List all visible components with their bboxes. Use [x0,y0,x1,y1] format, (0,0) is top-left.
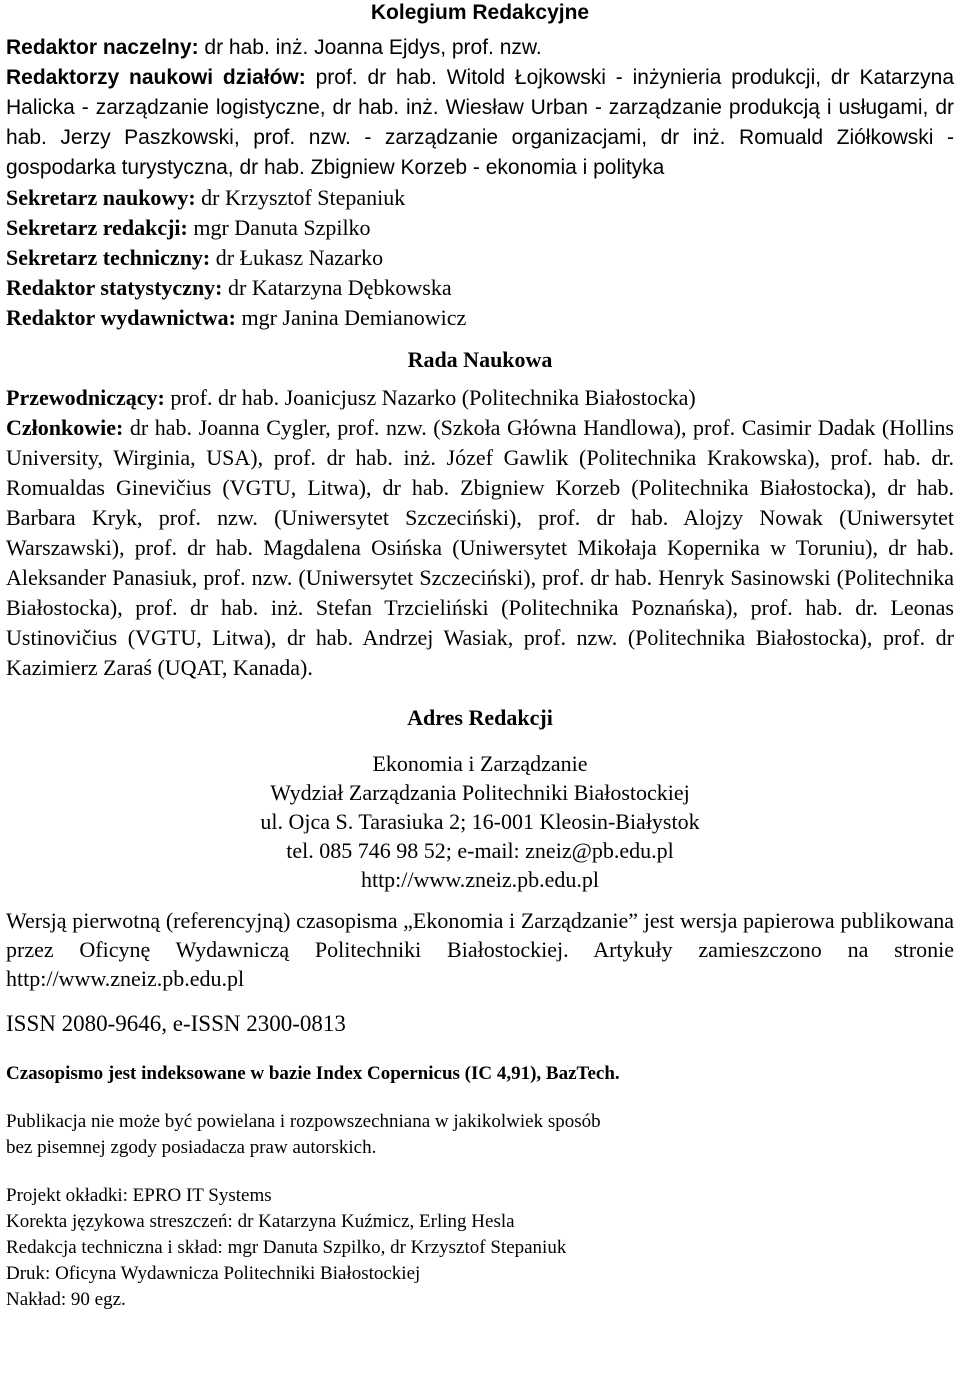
adres-website: http://www.zneiz.pb.edu.pl [360,867,600,892]
credits-section [6,1183,954,1313]
copyright-line-1: Publikacja nie może być powielana i rozpowszechniana w jakikolwiek sposób [6,1111,601,1132]
wydawnictwa-line [6,303,954,333]
sek-techniczny-label: Sekretarz techniczny: [6,245,211,270]
czlonkowie-value: dr hab. Joanna Cygler, prof. nzw. (Szkoła Główna Handlowa), prof. Casimir Dadak (Hollins University, Wirginia, USA), prof. dr hab. inż. Józef Gawlik (Politechnika Krakowska), prof. hab. dr. Romualdas Ginevičius (VGTU, Litwa), dr hab. Zbigniew Korzeb (Politechnika Białostocka), dr hab. Barbara Kryk, prof. nzw. (Uniwersytet Szczeciński), prof. dr hab. Alojzy Nowak (Uniwersytet Warszawski), prof. dr hab. Magdalena Osińska (Uniwersytet Mikołaja Kopernika w Toruniu), dr hab. Aleksander Panasiuk, prof. nzw. (Uniwersytet Szczeciński), prof. dr hab. Henryk Sasinowski (Politechnika Białostocka), prof. dr hab. inż. Stefan Trzcieliński (Politechnika Poznańska), prof. hab. dr. Leonas Ustinovičius (VGTU, Litwa), dr hab. Andrzej Wasiak, prof. nzw. (Politechnika Białostocka), prof. dr Kazimierz Zaraś (UQAT, Kanada). [6,415,954,680]
credit-cover: Projekt okładki: EPRO IT Systems [6,1185,272,1206]
rada-title: Rada Naukowa [407,347,553,372]
sek-naukowy-line [6,183,954,213]
przewodniczacy-line [6,383,954,413]
naukowi-paragraph [6,63,954,183]
statystyczny-value: dr Katarzyna Dębkowska [222,275,452,300]
adres-line-1: Ekonomia i Zarządzanie [372,751,588,776]
przewodniczacy-value: prof. dr hab. Joanicjusz Nazarko (Politechnika Białostocka) [164,385,696,410]
sek-redakcji-line [6,213,954,243]
statystyczny-line [6,273,954,303]
wersja-paragraph: Wersją pierwotną (referencyjną) czasopisma „Ekonomia i Zarządzanie” jest wersja papierowa publikowana przez Oficynę Wydawniczą Politechniki Białostockiej. Artykuły zamieszczono na stronie http://www.zneiz.pb.edu.pl [6,908,954,991]
credit-circulation: Nakład: 90 egz. [6,1289,126,1310]
statystyczny-label: Redaktor statystyczny: [6,275,223,300]
naczelny-value: dr hab. inż. Joanna Ejdys, prof. nzw. [198,36,542,59]
adres-title: Adres Redakcji [407,705,553,730]
credit-print: Druk: Oficyna Wydawnicza Politechniki Białostockiej [6,1263,421,1284]
wydawnictwa-label: Redaktor wydawnictwa: [6,305,236,330]
index-line: Czasopismo jest indeksowane w bazie Index Copernicus (IC 4,91), BazTech. [6,1063,620,1084]
czlonkowie-paragraph [6,413,954,683]
adres-line-2: Wydział Zarządzania Politechniki Białostockiej [270,780,690,805]
sek-techniczny-value: dr Łukasz Nazarko [210,245,384,270]
kolegium-title: Kolegium Redakcyjne [370,1,590,24]
adres-section [6,703,954,894]
naukowi-value: prof. dr hab. Witold Łojkowski - inżynieria produkcji, dr Katarzyna Halicka - zarządzanie logistyczne, dr hab. inż. Wiesław Urban - zarządzanie produkcją i usługami, dr hab. Jerzy Paszkowski, prof. nzw. - zarządzanie organizacjami, dr inż. Romuald Ziółkowski - gospodarka turystyczna, dr hab. Zbigniew Korzeb - ekonomia i polityka [6,66,954,179]
copyright-notice [6,1109,954,1161]
naukowi-label: Redaktorzy naukowi działów: [6,66,306,89]
credit-proofreading: Korekta językowa streszczeń: dr Katarzyna Kuźmicz, Erling Hesla [6,1211,515,1232]
copyright-line-2: bez pisemnej zgody posiadacza praw autorskich. [6,1137,377,1158]
czlonkowie-label: Członkowie: [6,415,124,440]
adres-line-4: tel. 085 746 98 52; e-mail: zneiz@pb.edu.pl [286,838,674,863]
sek-redakcji-value: mgr Danuta Szpilko [187,215,371,240]
issn-line: ISSN 2080-9646, e-ISSN 2300-0813 [6,1011,346,1036]
sek-redakcji-label: Sekretarz redakcji: [6,215,188,240]
sek-techniczny-line [6,243,954,273]
wydawnictwa-value: mgr Janina Demianowicz [235,305,467,330]
naczelny-label: Redaktor naczelny: [6,36,199,59]
sekretarze-section [6,183,954,333]
kolegium-section [6,0,954,183]
przewodniczacy-label: Przewodniczący: [6,385,165,410]
naczelny-line [6,33,954,63]
adres-line-3: ul. Ojca S. Tarasiuka 2; 16-001 Kleosin-Białystok [260,809,700,834]
rada-section [6,345,954,683]
credit-typesetting: Redakcja techniczna i skład: mgr Danuta Szpilko, dr Krzysztof Stepaniuk [6,1237,567,1258]
sek-naukowy-label: Sekretarz naukowy: [6,185,196,210]
sek-naukowy-value: dr Krzysztof Stepaniuk [195,185,406,210]
